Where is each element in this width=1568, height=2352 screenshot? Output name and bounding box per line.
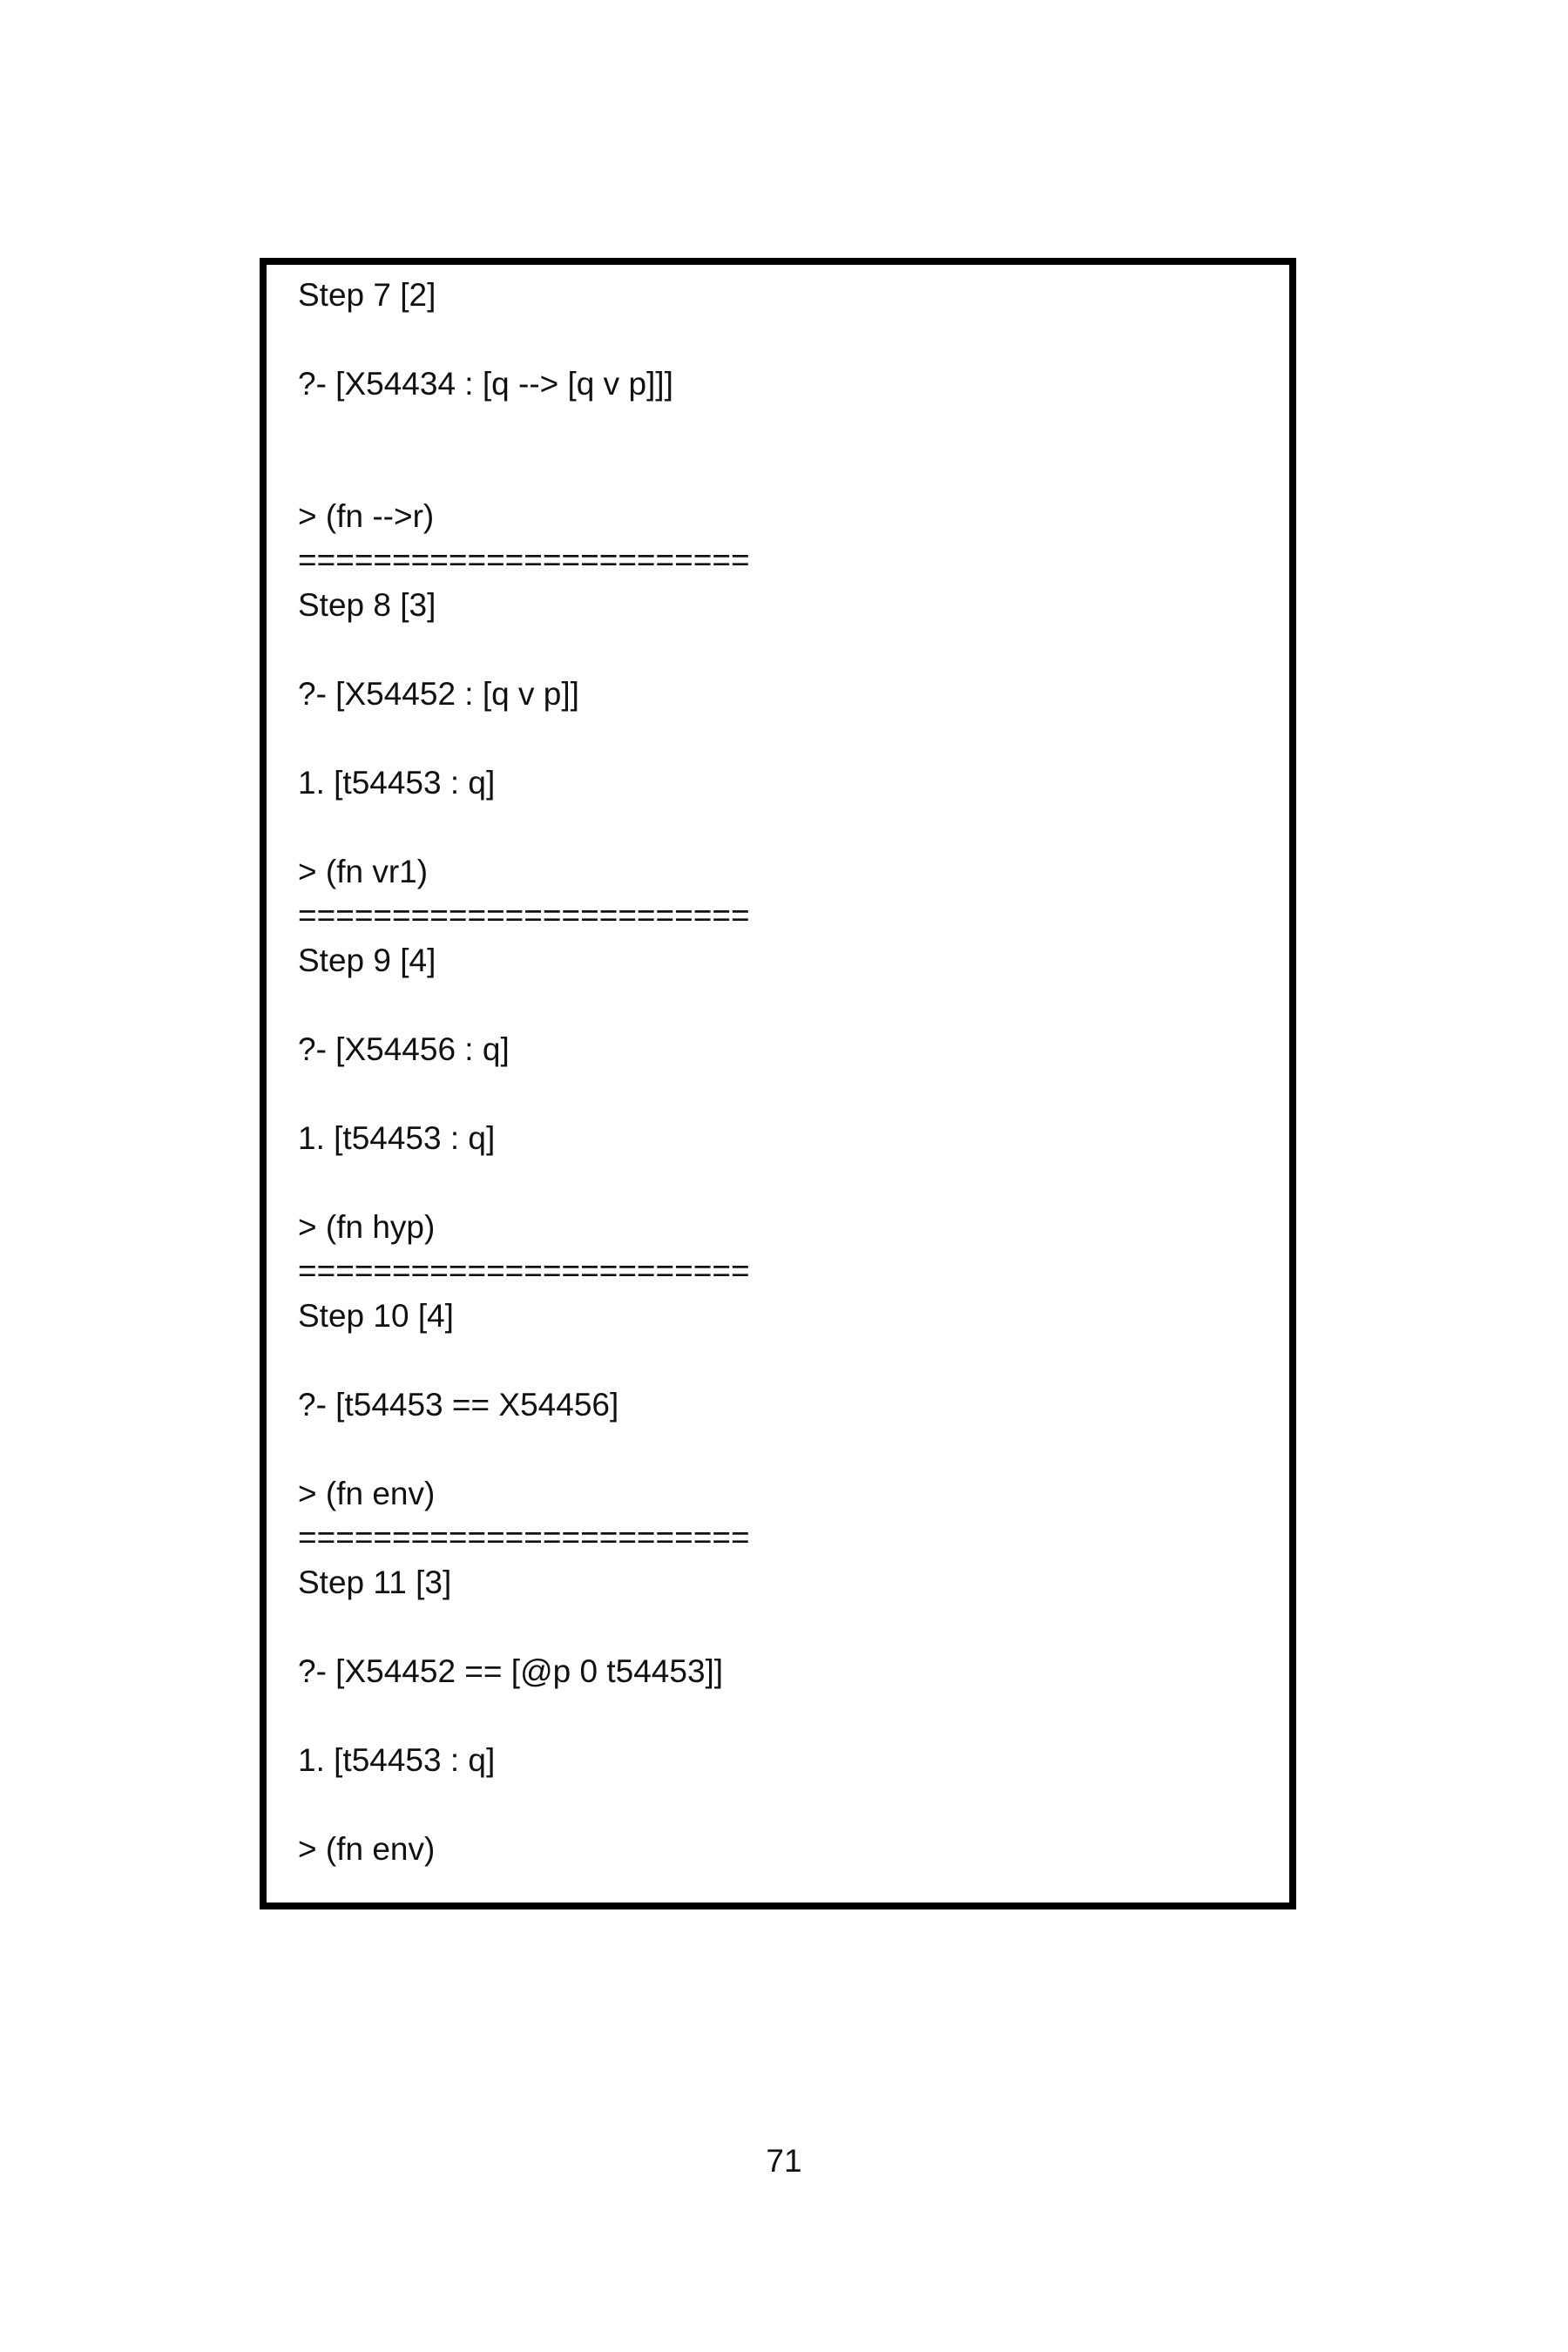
hypothesis-line: 1. [t54453 : q]	[298, 765, 496, 801]
separator-line: ========================	[298, 542, 750, 578]
step-heading: Step 10 [4]	[298, 1298, 454, 1334]
rule-line: > (fn env)	[298, 1476, 436, 1511]
rule-line: > (fn -->r)	[298, 498, 435, 534]
goal-line: ?- [X54456 : q]	[298, 1031, 510, 1067]
rule-line: > (fn env)	[298, 1831, 436, 1867]
rule-line: > (fn vr1)	[298, 854, 429, 889]
goal-line: ?- [X54452 : [q v p]]	[298, 676, 579, 712]
step-heading: Step 8 [3]	[298, 587, 436, 623]
step-heading: Step 9 [4]	[298, 943, 436, 978]
goal-line: ?- [X54434 : [q --> [q v p]]]	[298, 366, 673, 402]
step-heading: Step 7 [2]	[298, 277, 436, 313]
hypothesis-line: 1. [t54453 : q]	[298, 1120, 496, 1156]
separator-line: ========================	[298, 1253, 750, 1288]
step-heading: Step 11 [3]	[298, 1565, 452, 1600]
proof-trace-box	[260, 258, 1296, 1909]
hypothesis-line: 1. [t54453 : q]	[298, 1742, 496, 1778]
separator-line: ========================	[298, 897, 750, 933]
rule-line: > (fn hyp)	[298, 1209, 436, 1245]
separator-line: ========================	[298, 1519, 750, 1555]
goal-line: ?- [t54453 == X54456]	[298, 1387, 619, 1423]
page-number: 71	[766, 2143, 802, 2179]
goal-line: ?- [X54452 == [@p 0 t54453]]	[298, 1653, 724, 1689]
